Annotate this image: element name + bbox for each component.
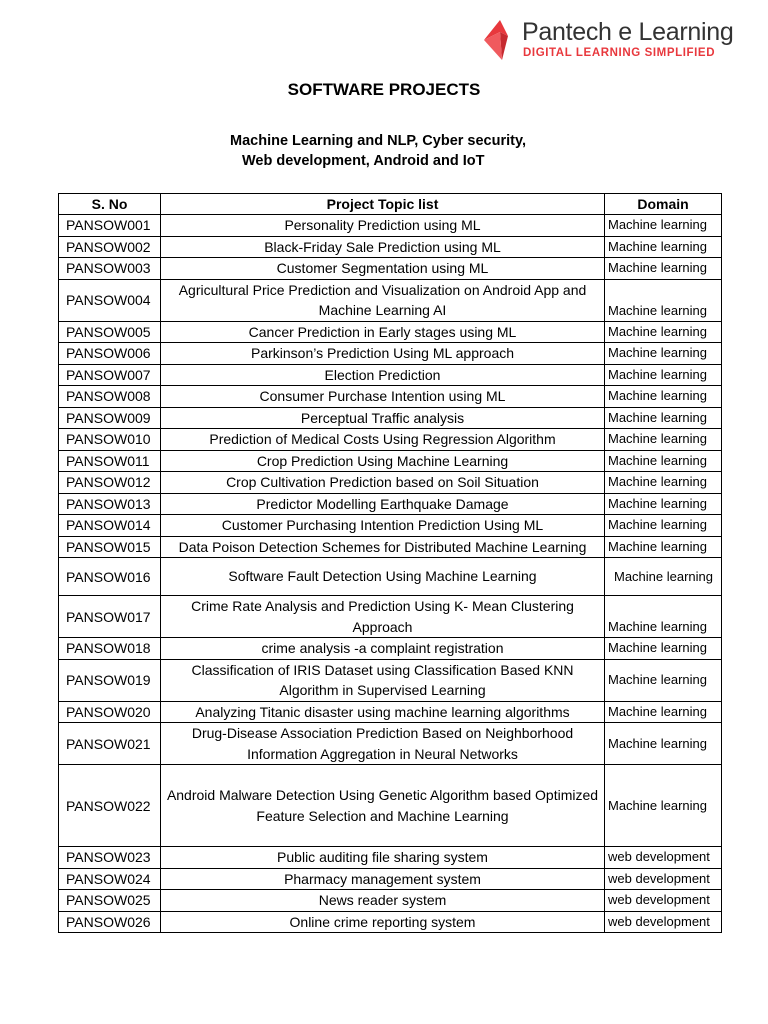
table-body <box>59 215 722 933</box>
row-sno: PANSOW021 <box>59 723 161 765</box>
row-topic: Data Poison Detection Schemes for Distributed Machine Learning <box>161 536 605 558</box>
row-domain: Machine learning <box>605 236 722 258</box>
brand-tagline: DIGITAL LEARNING SIMPLIFIED <box>523 47 716 59</box>
row-domain: Machine learning <box>605 701 722 723</box>
table-row <box>59 236 722 258</box>
table-row <box>59 847 722 869</box>
brand-logo <box>478 14 734 64</box>
row-topic: Android Malware Detection Using Genetic Algorithm based Optimized Feature Selection and Machine Learning <box>161 765 605 847</box>
row-sno: PANSOW019 <box>59 659 161 701</box>
row-domain: web development <box>605 847 722 869</box>
table-row <box>59 429 722 451</box>
row-topic: Prediction of Medical Costs Using Regression Algorithm <box>161 429 605 451</box>
table-row <box>59 321 722 343</box>
row-topic: Crime Rate Analysis and Prediction Using K- Mean Clustering Approach <box>161 596 605 638</box>
row-domain: Machine learning <box>605 558 722 596</box>
row-sno: PANSOW003 <box>59 258 161 280</box>
row-topic: Online crime reporting system <box>161 911 605 933</box>
row-topic: Pharmacy management system <box>161 868 605 890</box>
table-row <box>59 723 722 765</box>
row-domain: Machine learning <box>605 429 722 451</box>
row-sno: PANSOW005 <box>59 321 161 343</box>
row-topic: Predictor Modelling Earthquake Damage <box>161 493 605 515</box>
subtitle-line-1: Machine Learning and NLP, Cyber security, <box>230 133 526 149</box>
row-topic: Consumer Purchase Intention using ML <box>161 386 605 408</box>
row-topic: Perceptual Traffic analysis <box>161 407 605 429</box>
table-row <box>59 638 722 660</box>
row-topic: Cancer Prediction in Early stages using ML <box>161 321 605 343</box>
header-topic: Project Topic list <box>161 194 605 215</box>
row-sno: PANSOW011 <box>59 450 161 472</box>
row-domain: Machine learning <box>605 450 722 472</box>
row-domain: Machine learning <box>605 386 722 408</box>
table-row <box>59 536 722 558</box>
table-row <box>59 343 722 365</box>
row-domain: web development <box>605 911 722 933</box>
row-topic: Agricultural Price Prediction and Visualization on Android App and Machine Learning AI <box>161 279 605 321</box>
row-sno: PANSOW015 <box>59 536 161 558</box>
row-topic: Classification of IRIS Dataset using Classification Based KNN Algorithm in Supervised Learning <box>161 659 605 701</box>
table-row <box>59 493 722 515</box>
table-row <box>59 450 722 472</box>
row-topic: Crop Cultivation Prediction based on Soil Situation <box>161 472 605 494</box>
row-sno: PANSOW023 <box>59 847 161 869</box>
row-sno: PANSOW010 <box>59 429 161 451</box>
projects-table <box>58 193 722 933</box>
row-sno: PANSOW026 <box>59 911 161 933</box>
row-sno: PANSOW006 <box>59 343 161 365</box>
table-row <box>59 407 722 429</box>
row-domain: Machine learning <box>605 343 722 365</box>
table-row <box>59 364 722 386</box>
row-topic: Personality Prediction using ML <box>161 215 605 237</box>
row-domain: Machine learning <box>605 536 722 558</box>
row-sno: PANSOW020 <box>59 701 161 723</box>
row-sno: PANSOW025 <box>59 890 161 912</box>
row-sno: PANSOW008 <box>59 386 161 408</box>
row-domain: Machine learning <box>605 638 722 660</box>
table-row <box>59 765 722 847</box>
row-domain: Machine learning <box>605 321 722 343</box>
row-sno: PANSOW013 <box>59 493 161 515</box>
table-row <box>59 911 722 933</box>
row-sno: PANSOW009 <box>59 407 161 429</box>
page-title: SOFTWARE PROJECTS <box>287 80 481 99</box>
table-row <box>59 215 722 237</box>
row-topic: Parkinson’s Prediction Using ML approach <box>161 343 605 365</box>
table-row <box>59 386 722 408</box>
row-topic: Election Prediction <box>161 364 605 386</box>
row-sno: PANSOW014 <box>59 515 161 537</box>
row-domain: web development <box>605 868 722 890</box>
pantech-logo-icon <box>478 16 518 62</box>
row-sno: PANSOW004 <box>59 279 161 321</box>
row-sno: PANSOW012 <box>59 472 161 494</box>
row-domain: Machine learning <box>605 407 722 429</box>
table-header-row <box>59 194 722 215</box>
row-topic: Public auditing file sharing system <box>161 847 605 869</box>
row-topic: Customer Purchasing Intention Prediction Using ML <box>161 515 605 537</box>
row-domain: Machine learning <box>605 258 722 280</box>
row-topic: Black-Friday Sale Prediction using ML <box>161 236 605 258</box>
header-sno: S. No <box>59 194 161 215</box>
header-domain: Domain <box>605 194 722 215</box>
row-domain: Machine learning <box>605 723 722 765</box>
table-row <box>59 558 722 596</box>
table-row <box>59 258 722 280</box>
row-sno: PANSOW022 <box>59 765 161 847</box>
table-row <box>59 515 722 537</box>
row-domain: web development <box>605 890 722 912</box>
row-domain: Machine learning <box>605 765 722 847</box>
row-sno: PANSOW001 <box>59 215 161 237</box>
table-row <box>59 472 722 494</box>
page-subtitle <box>230 131 526 171</box>
row-domain: Machine learning <box>605 596 722 638</box>
row-topic: Customer Segmentation using ML <box>161 258 605 280</box>
table-row <box>59 659 722 701</box>
row-domain: Machine learning <box>605 659 722 701</box>
table-row <box>59 279 722 321</box>
row-topic: Analyzing Titanic disaster using machine learning algorithms <box>161 701 605 723</box>
subtitle-line-2: Web development, Android and IoT <box>242 153 485 169</box>
row-topic: Crop Prediction Using Machine Learning <box>161 450 605 472</box>
row-sno: PANSOW016 <box>59 558 161 596</box>
brand-name: Pantech e Learning <box>522 18 734 46</box>
row-topic: crime analysis -a complaint registration <box>161 638 605 660</box>
row-domain: Machine learning <box>605 215 722 237</box>
row-topic: Drug-Disease Association Prediction Based on Neighborhood Information Aggregation in Neural Networks <box>161 723 605 765</box>
row-topic: News reader system <box>161 890 605 912</box>
row-sno: PANSOW017 <box>59 596 161 638</box>
row-domain: Machine learning <box>605 279 722 321</box>
table-row <box>59 890 722 912</box>
table-row <box>59 868 722 890</box>
row-sno: PANSOW007 <box>59 364 161 386</box>
row-topic: Software Fault Detection Using Machine Learning <box>161 558 605 596</box>
table-row <box>59 596 722 638</box>
row-domain: Machine learning <box>605 493 722 515</box>
row-domain: Machine learning <box>605 364 722 386</box>
table-row <box>59 701 722 723</box>
row-sno: PANSOW024 <box>59 868 161 890</box>
row-domain: Machine learning <box>605 472 722 494</box>
row-domain: Machine learning <box>605 515 722 537</box>
row-sno: PANSOW002 <box>59 236 161 258</box>
row-sno: PANSOW018 <box>59 638 161 660</box>
